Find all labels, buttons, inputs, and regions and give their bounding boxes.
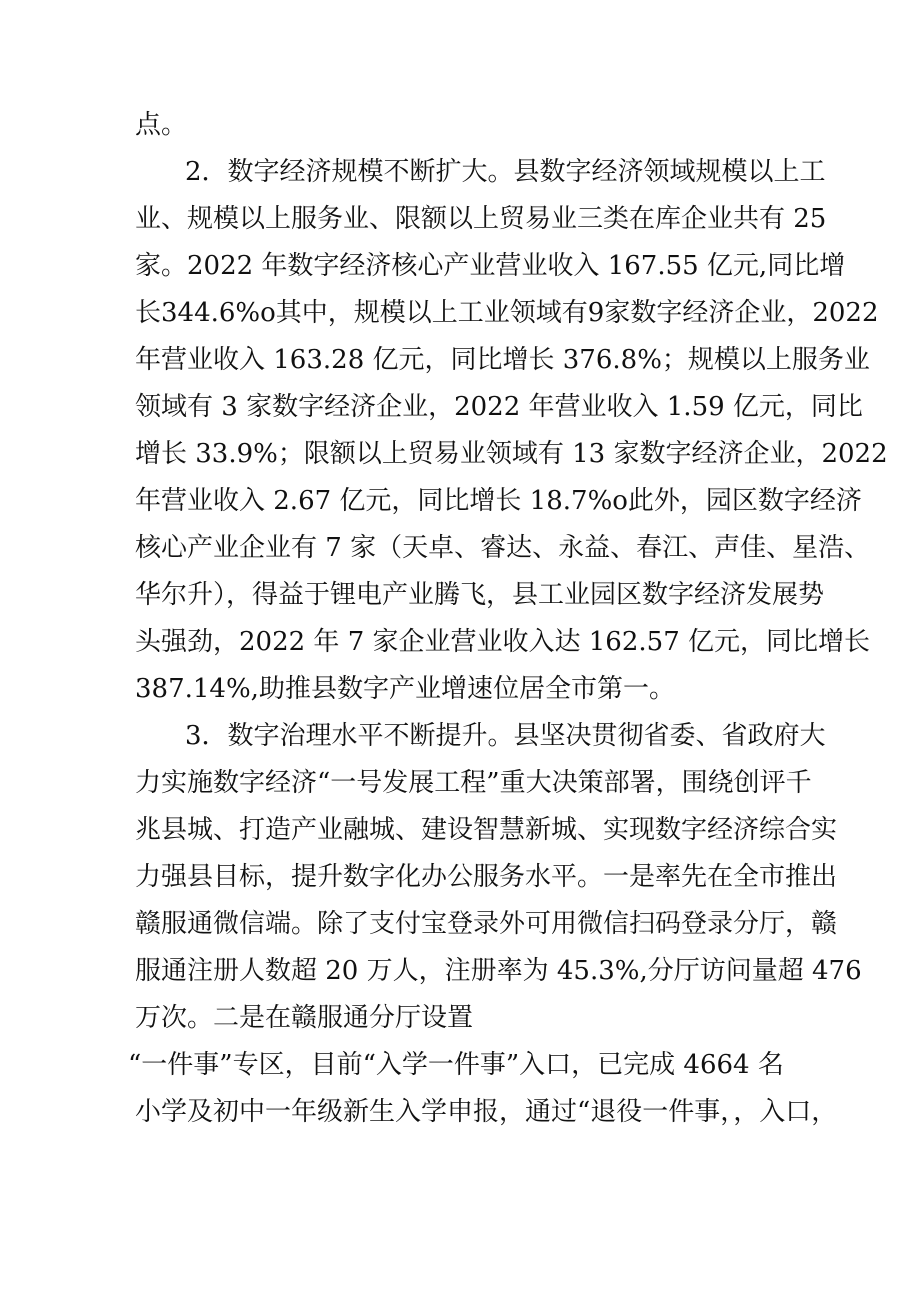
text-line-14: 3．数字治理水平不断提升。县坚决贯彻省委、省政府大 xyxy=(185,721,826,751)
text-line-2: 2．数字经济规模不断扩大。县数字经济领域规模以上工 xyxy=(185,157,826,187)
text-line-8: 增长 33.9%；限额以上贸易业领域有 13 家数字经济企业，2022 xyxy=(135,439,888,469)
text-line-10: 核心产业企业有 7 家（天卓、睿达、永益、春江、声佳、星浩、 xyxy=(135,533,871,563)
text-line-21: “一件事”专区，目前“入学一件事”入口，已完成 4664 名 xyxy=(128,1050,784,1080)
text-line-5: 长344.6%o其中，规模以上工业领域有9家数字经济企业，2022 xyxy=(135,298,879,328)
text-line-19: 服通注册人数超 20 万人，注册率为 45.3%,分厅访问量超 476 xyxy=(135,956,862,986)
text-line-12: 头强劲，2022 年 7 家企业营业收入达 162.57 亿元，同比增长 xyxy=(135,627,871,657)
text-line-3: 业、规模以上服务业、限额以上贸易业三类在库企业共有 25 xyxy=(135,204,827,234)
text-line-9: 年营业收入 2.67 亿元，同比增长 18.7%o此外，园区数字经济 xyxy=(135,486,862,516)
text-line-16: 兆县城、打造产业融城、建设智慧新城、实现数字经济综合实 xyxy=(135,815,838,845)
text-line-17: 力强县目标，提升数字化办公服务水平。一是率先在全市推出 xyxy=(135,862,838,892)
text-line-13: 387.14%,助推县数字产业增速位居全市第一。 xyxy=(135,674,675,704)
text-line-20: 万次。二是在赣服通分厅设置 xyxy=(135,1003,474,1033)
text-line-15: 力实施数字经济“一号发展工程”重大决策部署，围绕创评千 xyxy=(135,768,812,798)
text-line-7: 领域有 3 家数字经济企业，2022 年营业收入 1.59 亿元，同比 xyxy=(135,392,863,422)
text-line-6: 年营业收入 163.28 亿元，同比增长 376.8%；规模以上服务业 xyxy=(135,345,870,375)
text-line-11: 华尔升），得益于锂电产业腾飞，县工业园区数字经济发展势 xyxy=(135,580,825,610)
text-line-4: 家。2022 年数字经济核心产业营业收入 167.55 亿元,同比增 xyxy=(135,251,846,281)
text-line-22: 小学及初中一年级新生入学申报，通过“退役一件事，，入口， xyxy=(135,1097,838,1127)
text-line-18: 赣服通微信端。除了支付宝登录外可用微信扫码登录分厅，赣 xyxy=(135,909,838,939)
text-line-1: 点。 xyxy=(135,110,188,140)
